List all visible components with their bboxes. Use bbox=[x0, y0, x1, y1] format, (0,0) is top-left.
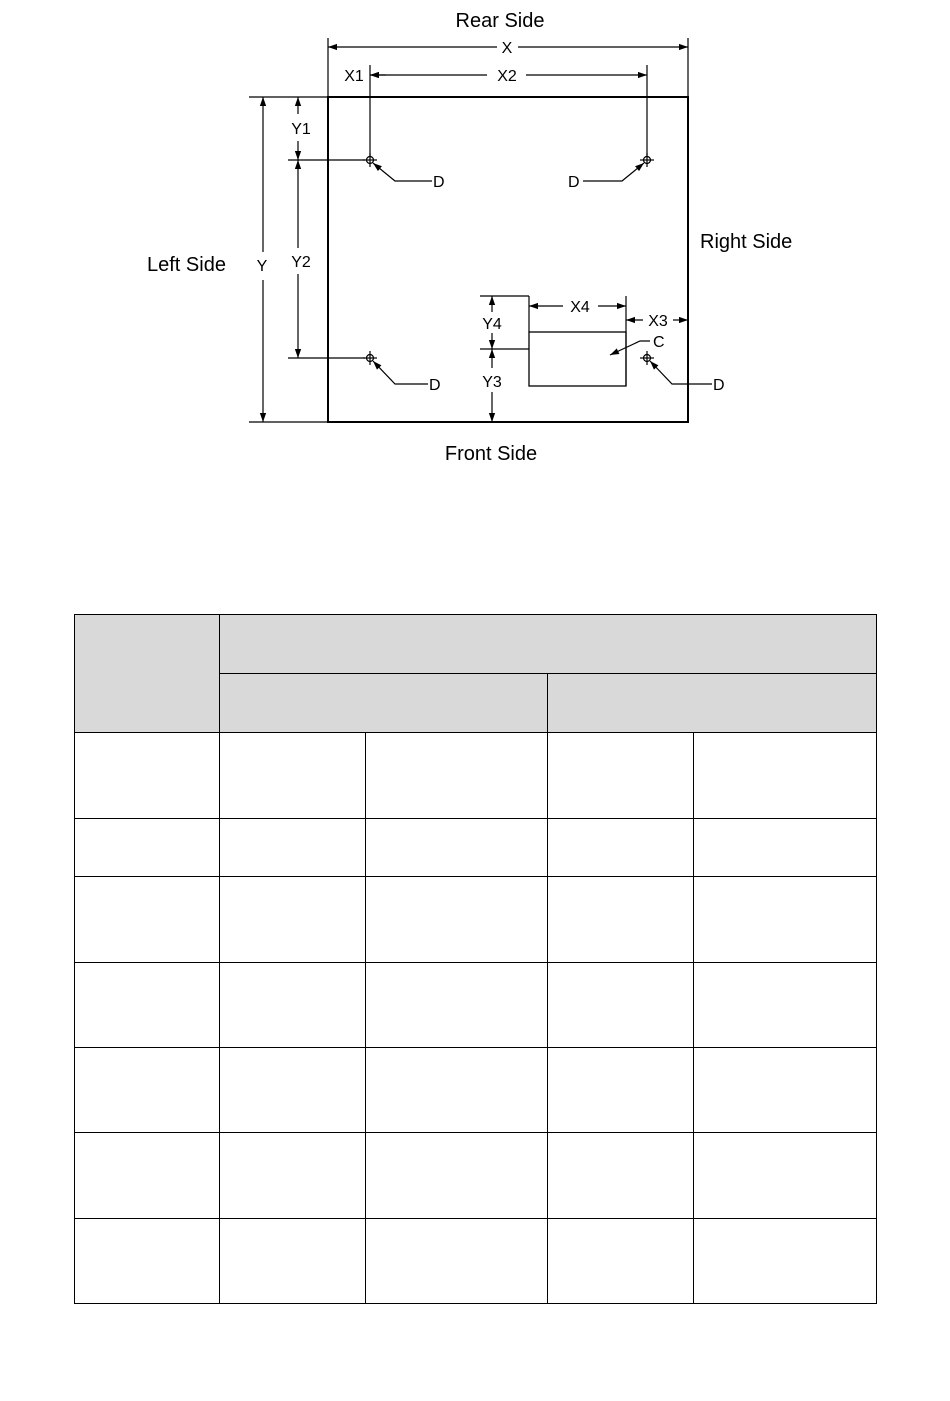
table-cell bbox=[220, 1048, 366, 1133]
table-row bbox=[75, 877, 877, 963]
mounting-holes bbox=[363, 153, 654, 365]
dim-y1-label: Y1 bbox=[291, 121, 311, 138]
dim-x3-label: X3 bbox=[648, 313, 668, 330]
dimension-lines bbox=[249, 38, 712, 422]
device-outline bbox=[328, 97, 688, 422]
dim-x2-label: X2 bbox=[497, 68, 517, 85]
table-cell bbox=[548, 877, 694, 963]
table-cell bbox=[694, 733, 877, 819]
table-cell bbox=[220, 819, 366, 877]
table-cell bbox=[548, 1133, 694, 1219]
right-side-label: Right Side bbox=[700, 231, 793, 253]
table-header-cell bbox=[220, 615, 877, 674]
rear-side-label: Rear Side bbox=[455, 10, 545, 32]
callout-d-rear-right: D bbox=[568, 174, 580, 191]
dim-x4-label: X4 bbox=[570, 299, 590, 316]
dim-y2-label: Y2 bbox=[291, 254, 311, 271]
table-cell bbox=[366, 1133, 548, 1219]
table-cell bbox=[220, 963, 366, 1048]
callout-d-rear-left: D bbox=[433, 174, 445, 191]
table-cell bbox=[75, 819, 220, 877]
front-side-label: Front Side bbox=[444, 443, 538, 465]
table-cell bbox=[75, 963, 220, 1048]
dimensions-table bbox=[74, 614, 877, 1304]
table-cell bbox=[694, 819, 877, 877]
table-cell bbox=[694, 963, 877, 1048]
table-cell bbox=[220, 877, 366, 963]
table-header-cell bbox=[75, 615, 220, 733]
table-row bbox=[75, 819, 877, 877]
table-cell bbox=[220, 1219, 366, 1304]
table-cell bbox=[75, 733, 220, 819]
callout-d-front-right: D bbox=[713, 377, 725, 394]
dim-x-label: X bbox=[501, 40, 513, 57]
table-cell bbox=[548, 1048, 694, 1133]
table-row bbox=[75, 1133, 877, 1219]
callout-d-front-left: D bbox=[429, 377, 441, 394]
table-header-cell bbox=[548, 674, 877, 733]
table-header-row bbox=[75, 615, 877, 674]
mounting-diagram bbox=[0, 0, 950, 600]
dim-y4-label: Y4 bbox=[482, 316, 502, 333]
table-cell bbox=[548, 963, 694, 1048]
table-cell bbox=[366, 1048, 548, 1133]
table-cell bbox=[366, 963, 548, 1048]
table-cell bbox=[548, 1219, 694, 1304]
table-row bbox=[75, 1219, 877, 1304]
table-cell bbox=[75, 1133, 220, 1219]
table-cell bbox=[220, 733, 366, 819]
table-header-cell bbox=[220, 674, 548, 733]
table-cell bbox=[366, 733, 548, 819]
dim-y3-label: Y3 bbox=[482, 374, 502, 391]
table-cell bbox=[220, 1133, 366, 1219]
dim-y-label: Y bbox=[256, 258, 268, 275]
table-cell bbox=[366, 877, 548, 963]
left-side-label: Left Side bbox=[147, 254, 226, 276]
table-cell bbox=[548, 733, 694, 819]
table-cell bbox=[694, 877, 877, 963]
callout-c-cutout: C bbox=[653, 334, 665, 351]
table-row bbox=[75, 1048, 877, 1133]
table-cell bbox=[366, 1219, 548, 1304]
table-cell bbox=[366, 819, 548, 877]
dim-x1-label: X1 bbox=[344, 68, 364, 85]
table-row bbox=[75, 963, 877, 1048]
table-cell bbox=[75, 1048, 220, 1133]
table-row bbox=[75, 733, 877, 819]
table-cell bbox=[694, 1219, 877, 1304]
table-cell bbox=[75, 877, 220, 963]
cutout-rect bbox=[529, 332, 626, 386]
table-cell bbox=[694, 1133, 877, 1219]
table-cell bbox=[694, 1048, 877, 1133]
table-cell bbox=[75, 1219, 220, 1304]
table-cell bbox=[548, 819, 694, 877]
